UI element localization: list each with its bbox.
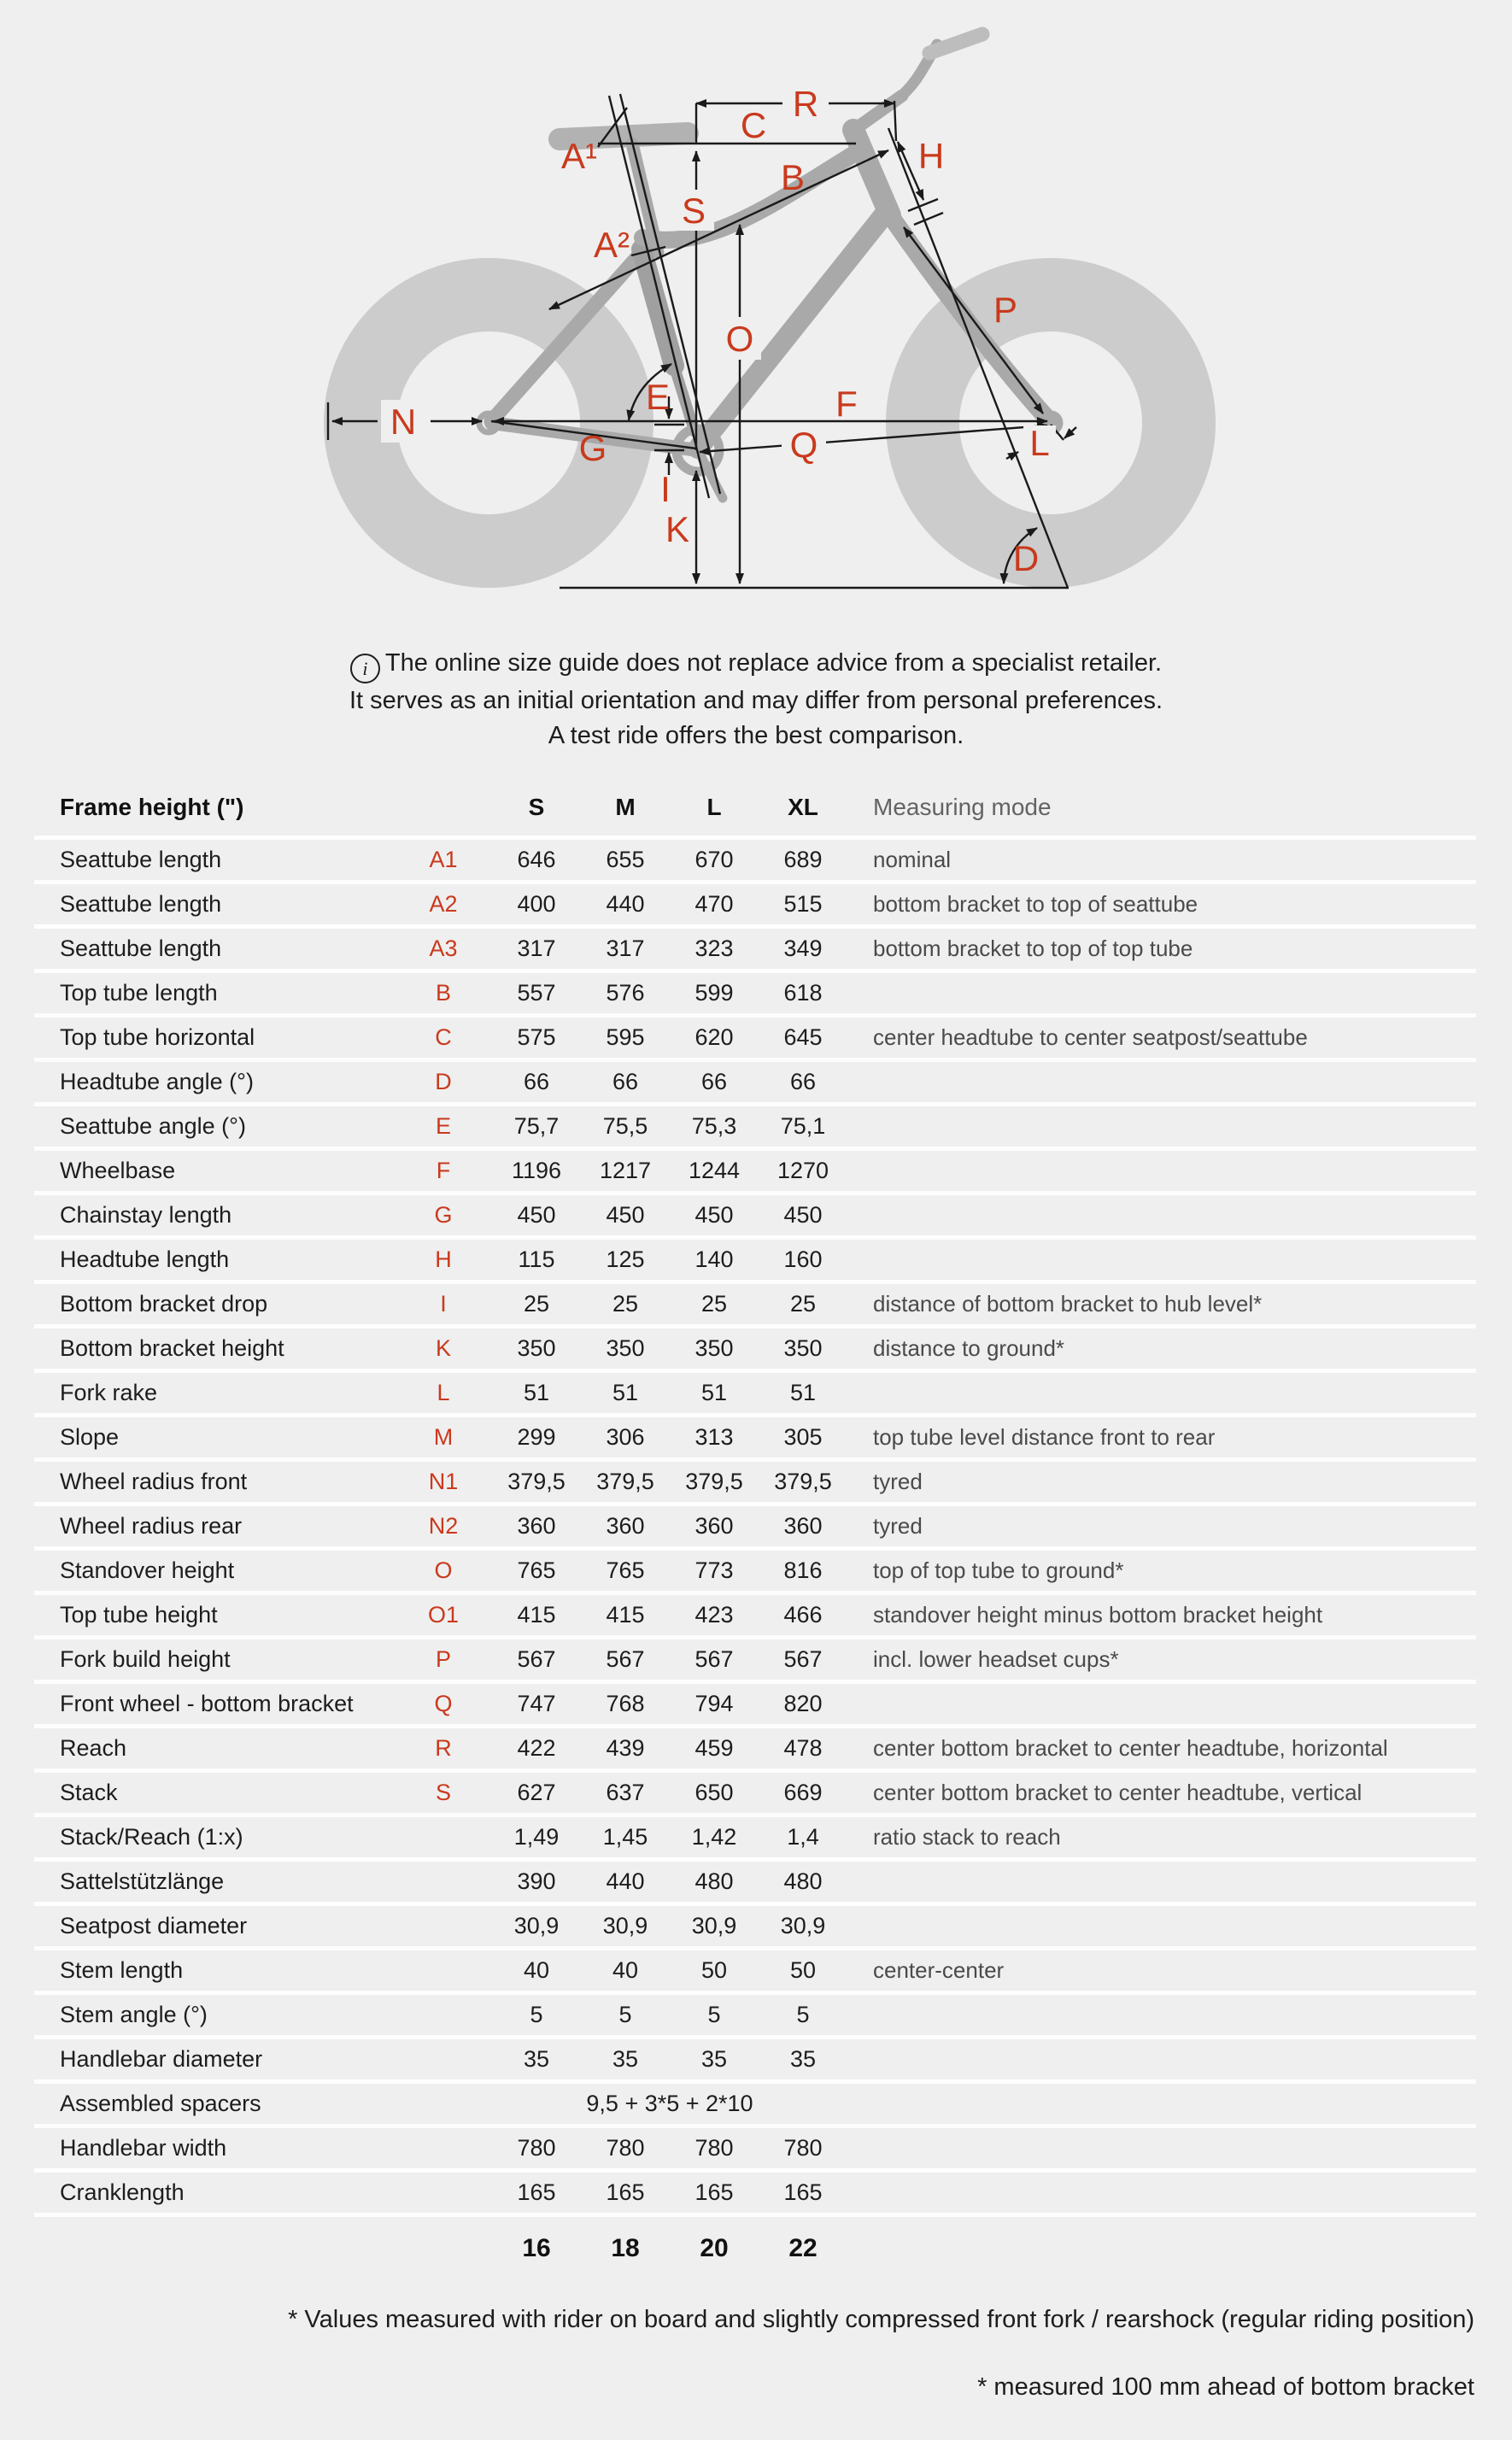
row-value-s: 75,7 [513, 1113, 560, 1139]
row-value-m: 66 [612, 1069, 639, 1094]
row-code: H [435, 1246, 452, 1272]
row-value-m: 440 [606, 891, 645, 917]
diagram-label-q: Q [789, 425, 818, 465]
diagram-label-f: F [835, 384, 858, 424]
diagram-label-s: S [681, 191, 706, 231]
row-code: K [435, 1335, 451, 1361]
table-header-row [34, 779, 1476, 840]
row-value-m: 450 [606, 1202, 645, 1228]
footnote-1: * Values measured with rider on board and slightly compressed front fork / rearshock (regular riding position) [288, 2306, 1474, 2333]
table-row [34, 1329, 1476, 1373]
row-value-l: 780 [694, 2135, 734, 2161]
diagram-label-l: L [1029, 423, 1050, 463]
row-measuring-mode: ratio stack to reach [873, 1824, 1061, 1850]
row-value-xl: 5 [796, 2002, 810, 2027]
row-value-xl: 349 [783, 936, 823, 961]
row-value-m: 165 [606, 2179, 645, 2205]
row-value-m: 25 [612, 1291, 639, 1317]
row-label: Wheel radius front [60, 1469, 248, 1494]
row-value-l: 773 [694, 1557, 734, 1583]
row-value-s: 627 [517, 1780, 556, 1805]
header-frame-height: Frame height (") [60, 794, 244, 820]
row-label: Seattube length [60, 936, 222, 961]
table-row [34, 1106, 1476, 1151]
row-measuring-mode: standover height minus bottom bracket height [873, 1602, 1323, 1628]
diagram-label-a2: A² [594, 225, 630, 265]
row-code: D [435, 1069, 452, 1094]
row-value-m: 360 [606, 1513, 645, 1539]
row-measuring-mode: distance of bottom bracket to hub level* [873, 1291, 1263, 1317]
row-value-l: 480 [694, 1868, 734, 1894]
table-row [34, 1462, 1476, 1506]
row-value-xl: 160 [783, 1246, 823, 1272]
row-code: I [440, 1291, 447, 1317]
row-value-xl: 1,4 [787, 1824, 819, 1850]
table-row [34, 1240, 1476, 1284]
header-size-m: M [615, 794, 636, 820]
row-label: Bottom bracket drop [60, 1291, 268, 1317]
row-measuring-mode: bottom bracket to top of top tube [873, 936, 1193, 961]
row-code: P [435, 1646, 451, 1672]
row-code: A2 [429, 891, 458, 917]
diagram-label-n: N [390, 402, 417, 442]
row-value-l: 30,9 [691, 1913, 737, 1939]
row-value-xl: 515 [783, 891, 823, 917]
row-value-m: 655 [606, 847, 645, 872]
row-label: Wheelbase [60, 1158, 176, 1183]
row-code: B [435, 980, 451, 1006]
row-value-m: 595 [606, 1024, 645, 1050]
frame-sizes-row [34, 2229, 1476, 2268]
row-code: Q [434, 1691, 453, 1716]
row-value-m: 1217 [599, 1158, 652, 1183]
row-label: Handlebar diameter [60, 2046, 263, 2072]
row-label: Assembled spacers [60, 2091, 261, 2116]
table-body [34, 840, 1476, 2217]
row-value-s: 1196 [511, 1158, 562, 1183]
table-row [34, 1018, 1476, 1062]
table-row [34, 929, 1476, 973]
row-label: Stem length [60, 1957, 184, 1983]
row-label: Chainstay length [60, 1202, 232, 1228]
table-row [34, 1817, 1476, 1862]
row-value-s: 400 [517, 891, 556, 917]
table-row [34, 2084, 1476, 2128]
row-value-xl: 567 [783, 1646, 823, 1672]
row-value-s: 765 [517, 1557, 556, 1583]
row-code: G [434, 1202, 453, 1228]
row-value-l: 1,42 [691, 1824, 737, 1850]
table-row [34, 1995, 1476, 2039]
row-value-l: 313 [694, 1424, 734, 1450]
header-size-s: S [528, 794, 545, 820]
row-label: Stem angle (°) [60, 2002, 208, 2027]
row-value-xl: 1270 [777, 1158, 829, 1183]
row-value-l: 360 [694, 1513, 734, 1539]
row-value-xl: 820 [783, 1691, 823, 1716]
row-label: Slope [60, 1424, 120, 1450]
row-measuring-mode: center bottom bracket to center headtube, vertical [873, 1780, 1363, 1805]
diagram-label-o: O [725, 319, 754, 359]
row-label: Sattelstützlänge [60, 1868, 225, 1894]
row-value-s: 30,9 [513, 1913, 560, 1939]
row-value-s: 51 [523, 1380, 550, 1405]
row-value-l: 350 [694, 1335, 734, 1361]
table-row [34, 1195, 1476, 1240]
row-value-l: 650 [694, 1780, 734, 1805]
row-value-s: 40 [523, 1957, 550, 1983]
row-label: Seattube length [60, 891, 222, 917]
table-row [34, 1595, 1476, 1639]
row-value-s: 317 [517, 936, 556, 961]
row-label: Top tube length [60, 980, 218, 1006]
geometry-table [34, 779, 1476, 2268]
row-value-s: 360 [517, 1513, 556, 1539]
table-row [34, 1728, 1476, 1773]
row-value-xl: 618 [783, 980, 823, 1006]
footnote-2: * measured 100 mm ahead of bottom bracket [977, 2373, 1474, 2401]
row-value-xl: 379,5 [774, 1469, 832, 1494]
frame-size-m: 18 [611, 2234, 640, 2262]
row-value-m: 40 [612, 1957, 639, 1983]
row-value-m: 439 [606, 1735, 645, 1761]
row-label: Standover height [60, 1557, 235, 1583]
row-measuring-mode: top tube level distance front to rear [873, 1424, 1216, 1450]
row-label: Front wheel - bottom bracket [60, 1691, 354, 1716]
row-value-l: 5 [707, 2002, 721, 2027]
row-value-xl: 645 [783, 1024, 823, 1050]
row-value-m: 35 [612, 2046, 639, 2072]
row-value-s: 299 [517, 1424, 556, 1450]
table-row [34, 1151, 1476, 1195]
diagram-label-p: P [993, 290, 1018, 330]
row-value-s: 35 [523, 2046, 550, 2072]
row-value-l: 670 [694, 847, 734, 872]
row-measuring-mode: tyred [873, 1469, 923, 1494]
row-value-m: 350 [606, 1335, 645, 1361]
row-value-xl: 25 [789, 1291, 817, 1317]
row-code: O1 [427, 1602, 460, 1628]
row-value-xl: 51 [789, 1380, 817, 1405]
row-value-xl: 66 [789, 1069, 817, 1094]
row-value-xl: 450 [783, 1202, 823, 1228]
row-value-l: 567 [694, 1646, 734, 1672]
header-measuring-mode: Measuring mode [873, 794, 1052, 820]
row-label: Reach [60, 1735, 127, 1761]
row-value-m: 51 [612, 1380, 639, 1405]
diagram-label-r: R [792, 84, 819, 124]
row-code: L [437, 1380, 450, 1405]
table-row [34, 1684, 1476, 1728]
row-value-s: 450 [517, 1202, 556, 1228]
row-value-m: 125 [606, 1246, 645, 1272]
row-value-xl: 165 [783, 2179, 823, 2205]
row-value-xl: 669 [783, 1780, 823, 1805]
table-row [34, 1551, 1476, 1595]
row-value-l: 599 [694, 980, 734, 1006]
row-value-l: 51 [700, 1380, 728, 1405]
row-value-m: 576 [606, 980, 645, 1006]
row-value-l: 50 [700, 1957, 728, 1983]
row-value-s: 350 [517, 1335, 556, 1361]
row-label: Fork build height [60, 1646, 231, 1672]
header-size-l: L [706, 794, 722, 820]
table-row [34, 1950, 1476, 1995]
diagram-label-g: G [578, 428, 607, 468]
row-value-l: 794 [694, 1691, 734, 1716]
row-value-l: 35 [700, 2046, 728, 2072]
row-label: Seattube angle (°) [60, 1113, 246, 1139]
table-row [34, 973, 1476, 1018]
row-value-m: 5 [618, 2002, 632, 2027]
row-value-s: 567 [517, 1646, 556, 1672]
row-value-s: 390 [517, 1868, 556, 1894]
table-row [34, 840, 1476, 884]
table-row [34, 1639, 1476, 1684]
row-value-l: 66 [700, 1069, 728, 1094]
row-measuring-mode: nominal [873, 847, 952, 872]
row-code: C [435, 1024, 452, 1050]
row-code: N2 [428, 1513, 459, 1539]
row-value-s: 780 [517, 2135, 556, 2161]
row-value-s: 422 [517, 1735, 556, 1761]
row-value-xl: 305 [783, 1424, 823, 1450]
row-value-xl: 780 [783, 2135, 823, 2161]
row-measuring-mode: tyred [873, 1513, 923, 1539]
row-label: Stack/Reach (1:x) [60, 1824, 243, 1850]
row-value-xl: 478 [783, 1735, 823, 1761]
diagram-label-a1: A¹ [561, 136, 597, 176]
header-size-xl: XL [788, 794, 818, 820]
diagram-label-k: K [665, 509, 690, 549]
bike-geometry-diagram [0, 0, 1512, 632]
row-span-value: 9,5 + 3*5 + 2*10 [586, 2091, 753, 2116]
row-value-m: 306 [606, 1424, 645, 1450]
row-measuring-mode: bottom bracket to top of seattube [873, 891, 1198, 917]
row-value-xl: 35 [789, 2046, 817, 2072]
table-row [34, 1862, 1476, 1906]
table-row [34, 2039, 1476, 2084]
row-value-m: 567 [606, 1646, 645, 1672]
row-value-l: 323 [694, 936, 734, 961]
row-value-m: 75,5 [602, 1113, 648, 1139]
row-label: Fork rake [60, 1380, 158, 1405]
row-value-s: 646 [517, 847, 556, 872]
row-value-xl: 689 [783, 847, 823, 872]
row-code: O [434, 1557, 453, 1583]
row-value-l: 470 [694, 891, 734, 917]
row-code: R [435, 1735, 452, 1761]
row-label: Bottom bracket height [60, 1335, 284, 1361]
table-row [34, 1062, 1476, 1106]
row-code: A3 [429, 936, 458, 961]
row-value-m: 317 [606, 936, 645, 961]
frame-size-s: 16 [522, 2234, 551, 2262]
row-value-s: 5 [530, 2002, 543, 2027]
row-measuring-mode: center headtube to center seatpost/seattube [873, 1024, 1308, 1050]
row-value-xl: 30,9 [780, 1913, 826, 1939]
row-value-l: 165 [694, 2179, 734, 2205]
row-value-xl: 466 [783, 1602, 823, 1628]
row-label: Top tube height [60, 1602, 218, 1628]
diagram-label-h: H [917, 136, 945, 176]
row-value-l: 459 [694, 1735, 734, 1761]
row-label: Headtube length [60, 1246, 230, 1272]
row-value-s: 747 [517, 1691, 556, 1716]
row-measuring-mode: top of top tube to ground* [873, 1557, 1124, 1583]
row-code: A1 [429, 847, 458, 872]
row-value-xl: 75,1 [780, 1113, 826, 1139]
row-label: Seatpost diameter [60, 1913, 248, 1939]
row-measuring-mode: distance to ground* [873, 1335, 1065, 1361]
row-value-m: 440 [606, 1868, 645, 1894]
diagram-label-c: C [740, 105, 767, 145]
row-value-m: 765 [606, 1557, 645, 1583]
row-value-m: 379,5 [596, 1469, 654, 1494]
row-value-s: 557 [517, 980, 556, 1006]
row-value-s: 575 [517, 1024, 556, 1050]
row-value-xl: 816 [783, 1557, 823, 1583]
table-row [34, 1417, 1476, 1462]
row-label: Stack [60, 1780, 118, 1805]
row-value-l: 1244 [688, 1158, 741, 1183]
size-guide-note [346, 646, 1166, 754]
row-value-s: 1,49 [513, 1824, 560, 1850]
diagram-label-e: E [645, 377, 671, 417]
row-value-m: 30,9 [602, 1913, 648, 1939]
table-row [34, 1773, 1476, 1817]
row-value-s: 379,5 [507, 1469, 566, 1494]
row-value-s: 66 [523, 1069, 550, 1094]
row-value-xl: 50 [789, 1957, 817, 1983]
row-label: Handlebar width [60, 2135, 227, 2161]
footnotes [0, 2306, 1474, 2402]
frame-size-l: 20 [700, 2234, 729, 2262]
row-value-m: 637 [606, 1780, 645, 1805]
table-row [34, 2128, 1476, 2173]
row-value-m: 415 [606, 1602, 645, 1628]
row-value-s: 115 [518, 1246, 555, 1272]
table-row [34, 1373, 1476, 1417]
row-code: E [435, 1113, 451, 1139]
row-value-xl: 480 [783, 1868, 823, 1894]
row-value-l: 423 [694, 1602, 734, 1628]
row-code: N1 [428, 1469, 459, 1494]
row-value-l: 450 [694, 1202, 734, 1228]
row-code: F [436, 1158, 451, 1183]
row-label: Headtube angle (°) [60, 1069, 254, 1094]
row-value-l: 25 [700, 1291, 728, 1317]
diagram-label-i: I [660, 469, 671, 509]
note-text: The online size guide does not replace advice from a specialist retailer. It serves as an initial orientation and may differ from personal preferences. A test ride offers the best comparison. [349, 649, 1163, 749]
row-value-xl: 360 [783, 1513, 823, 1539]
row-measuring-mode: incl. lower headset cups* [873, 1646, 1119, 1672]
table-row [34, 2173, 1476, 2217]
bike-geometry-svg [0, 0, 1512, 632]
row-label: Cranklength [60, 2179, 185, 2205]
table-row [34, 1906, 1476, 1950]
row-value-s: 25 [523, 1291, 550, 1317]
row-value-m: 780 [606, 2135, 645, 2161]
diagram-label-d: D [1012, 538, 1040, 578]
diagram-label-b: B [780, 157, 806, 197]
row-measuring-mode: center bottom bracket to center headtube, horizontal [873, 1735, 1388, 1761]
table-row [34, 1284, 1476, 1329]
info-icon: i [350, 654, 380, 683]
row-value-l: 75,3 [691, 1113, 737, 1139]
row-value-l: 620 [694, 1024, 734, 1050]
row-label: Wheel radius rear [60, 1513, 243, 1539]
row-code: S [435, 1780, 451, 1805]
row-value-m: 1,45 [602, 1824, 648, 1850]
row-value-s: 415 [517, 1602, 556, 1628]
row-measuring-mode: center-center [873, 1957, 1005, 1983]
row-value-l: 379,5 [685, 1469, 743, 1494]
table-row [34, 884, 1476, 929]
table-row [34, 1506, 1476, 1551]
row-value-xl: 350 [783, 1335, 823, 1361]
row-code: M [433, 1424, 454, 1450]
row-label: Seattube length [60, 847, 222, 872]
row-label: Top tube horizontal [60, 1024, 255, 1050]
row-value-l: 140 [694, 1246, 734, 1272]
row-value-m: 768 [606, 1691, 645, 1716]
frame-size-xl: 22 [788, 2234, 818, 2262]
row-value-s: 165 [517, 2179, 556, 2205]
